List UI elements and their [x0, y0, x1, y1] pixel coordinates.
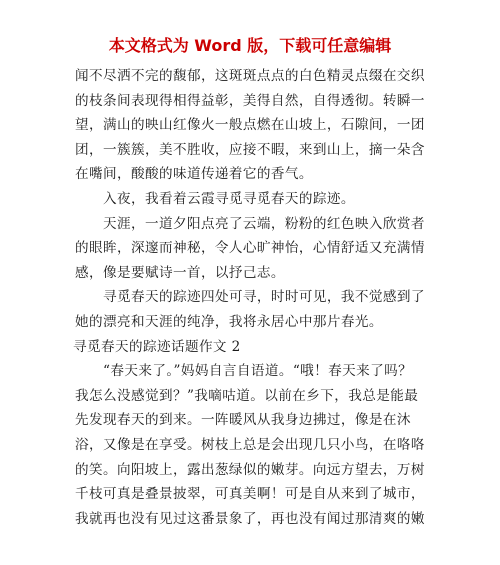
text-line: 的笑。向阳坡上，露出葱绿似的嫩芽。向远方望去，万树 [75, 461, 425, 478]
section-heading: 寻觅春天的踪迹话题作文 2 [73, 338, 241, 355]
text-line: 望，满山的映山红像火一般点燃在山坡上，石隙间，一团 [75, 117, 425, 134]
text-line: 闻不尽洒不完的馥郁，这斑斑点点的白色精灵点缀在交织 [75, 68, 425, 84]
text-line: 入夜，我看着云霞寻觅寻觅春天的踪迹。 [103, 190, 355, 207]
text-line: 浴，又像是在享受。树枝上总是会出现几只小鸟，在咯咯 [75, 436, 425, 453]
page-banner: 本文格式为 Word 版，下载可任意编辑 [108, 36, 392, 55]
text-line: 感，像是要赋诗一首，以抒己志。 [75, 264, 285, 281]
text-line: 团，一簇簇，美不胜收，应接不暇，来到山上，摘一朵含 [75, 141, 425, 158]
text-line: 千枝可真是叠景披翠，可真美啊！可是自从来到了城市， [75, 486, 425, 503]
text-line: 我怎么没感觉到？”我嘀咕道。以前在乡下，我总是能最 [75, 387, 419, 404]
text-line: 在嘴间，酸酸的味道传递着它的香气。 [75, 166, 313, 183]
text-line: “春天来了。”妈妈自言自语道。“哦！春天来了吗？ [103, 363, 413, 380]
text-line: 的枝条间表现得相得益彰，美得自然，自得透彻。转瞬一 [75, 92, 425, 109]
text-line: 先发现春天的到来。一阵暖风从我身边拂过，像是在沐 [75, 412, 411, 429]
text-line: 寻觅春天的踪迹四处可寻，时时可见，我不觉感到了 [103, 289, 425, 306]
text-line: 天涯，一道夕阳点亮了云端，粉粉的红色映入欣赏者 [103, 215, 425, 232]
text-line: 的眼眸，深邃而神秘，令人心旷神怡，心情舒适又充满情 [75, 240, 425, 257]
text-line: 我就再也没有见过这番景象了，再也没有闻过那清爽的嫩 [75, 510, 425, 527]
text-line: 她的漂亮和天涯的纯净，我将永居心中那片春光。 [75, 313, 383, 330]
document-body [75, 64, 435, 531]
